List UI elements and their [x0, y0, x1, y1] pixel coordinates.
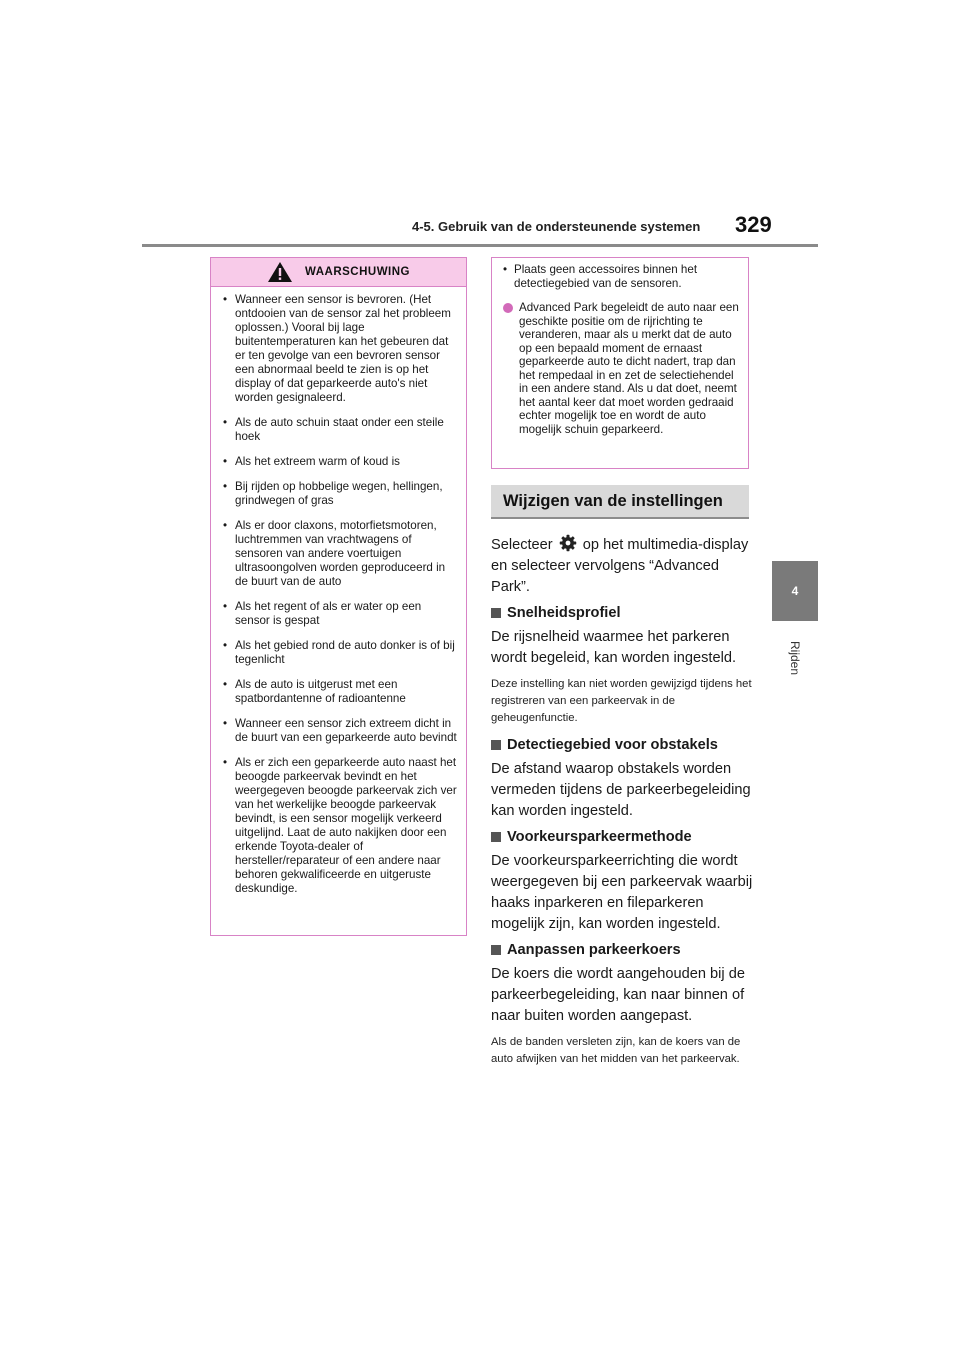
detection-area-text: De afstand waarop obstakels worden vermeden tijdens de parkeerbegeleiding kan worden ingesteld. — [491, 761, 751, 819]
square-bullet-icon — [491, 832, 501, 842]
note-dot-text: Advanced Park begeleidt de auto naar een geschikte positie om de rijrichting te veranderen, maar als u merkt dat de auto op een bepaald moment de ernaast geparkeerde auto te dicht nadert, trap dan het rempedaal in en zet de selectiehendel in een andere stand. Als u dat doet, neemt het aantal keer dat moet worden gedraaid echter mogelijk toe en wordt de auto mogelijk schuin geparkeerd. — [519, 301, 739, 436]
subheading-adjust-course — [491, 942, 753, 958]
header-divider — [142, 244, 818, 247]
warning-item: • Als de auto schuin staat onder een steile hoek — [223, 416, 457, 444]
warning-item: • Wanneer een sensor zich extreem dicht in de buurt van een geparkeerde auto bevindt — [223, 717, 457, 745]
chapter-label: Rijden — [788, 640, 802, 676]
warning-title: WAARSCHUWING — [304, 266, 411, 278]
intro-paragraph — [491, 534, 753, 598]
speed-profile-note: Deze instelling kan niet worden gewijzigd tijdens het registreren van een parkeervak in de geheugenfunctie. — [491, 678, 752, 724]
subheading-text: Voorkeursparkeermethode — [507, 829, 692, 845]
subheading-text: Detectiegebied voor obstakels — [507, 737, 718, 753]
warning-item: • Als de auto is uitgerust met een spatbordantenne of radioantenne — [223, 678, 457, 706]
note-box — [491, 257, 749, 469]
chapter-number: 4 — [791, 584, 799, 598]
warning-item: • Wanneer een sensor is bevroren. (Het ontdooien van de sensor zal het probleem oplossen.) Vooral bij lage buitentemperaturen kan het gebeuren dat er ten gevolge van een bevroren sensor een abnormaal beeld te zien is op het display of dat geparkeerde auto's niet worden gesignaleerd. — [223, 293, 457, 405]
warning-item: • Bij rijden op hobbelige wegen, hellingen, grindwegen of gras — [223, 480, 457, 508]
intro-after: op het multimedia-display en selecteer vervolgens “Advanced Park”. — [491, 537, 749, 595]
intro-before: Selecteer — [491, 537, 553, 553]
square-bullet-icon — [491, 945, 501, 955]
adjust-course-note: Als de banden versleten zijn, kan de koers van de auto afwijken van het midden van het parkeervak. — [491, 1036, 741, 1065]
warning-item: • Als het regent of als er water op een sensor is gespat — [223, 600, 457, 628]
subheading-detection-area — [491, 737, 753, 753]
note-bullet-item: • Plaats geen accessoires binnen het detectiegebied van de sensoren. — [503, 263, 740, 290]
subheading-text: Aanpassen parkeerkoers — [507, 942, 681, 958]
adjust-course-text: De koers die wordt aangehouden bij de parkeerbegeleiding, kan naar binnen of naar buiten worden aangepast. — [491, 966, 745, 1024]
chapter-label-box — [772, 628, 818, 688]
subheading-speed-profile — [491, 605, 753, 621]
warning-item: • Als het gebied rond de auto donker is of bij tegenlicht — [223, 639, 457, 667]
warning-triangle-icon — [267, 261, 293, 283]
square-bullet-icon — [491, 608, 501, 618]
section-heading: Wijzigen van de instellingen — [491, 485, 749, 519]
square-bullet-icon — [491, 740, 501, 750]
subheading-text: Snelheidsprofiel — [507, 605, 621, 621]
warning-item: • Als er zich een geparkeerde auto naast het beoogde parkeervak bevindt en het weergegeven beoogde parkeervak zich ver van het werkelijke beoogde parkeervak bevindt, is een sensor mogelijk verkeerd uitgelijnd. Laat de auto nakijken door een erkende Toyota-dealer of hersteller/reparateur of een andere naar behoren gekwalificeerde en uitgeruste deskundige. — [223, 756, 457, 896]
warning-item: • Als het extreem warm of koud is — [223, 455, 457, 469]
warning-header — [211, 258, 466, 287]
warning-list — [211, 287, 466, 896]
gear-icon — [559, 534, 577, 552]
speed-profile-text: De rijsnelheid waarmee het parkeren wordt begeleid, kan worden ingesteld. — [491, 629, 737, 666]
preferred-method-text: De voorkeursparkeerrichting die wordt weergegeven bij een parkeervak waarbij haaks inparkeren en fileparkeren mogelijk zijn, kan worden ingesteld. — [491, 853, 753, 932]
page-number: 329 — [735, 212, 772, 237]
warning-item: • Als er door claxons, motorfietsmotoren, luchtremmen van vrachtwagens of sensoren van andere voertuigen ultrasoongolven worden geproduceerd in de buurt van de auto — [223, 519, 457, 589]
note-dot-item — [503, 301, 740, 436]
section-title: 4-5. Gebruik van de ondersteunende systemen — [412, 219, 701, 234]
pink-dot-icon — [503, 303, 513, 313]
settings-body — [491, 534, 753, 1078]
chapter-tab — [772, 561, 818, 621]
warning-box — [210, 257, 467, 936]
subheading-preferred-method — [491, 829, 753, 845]
